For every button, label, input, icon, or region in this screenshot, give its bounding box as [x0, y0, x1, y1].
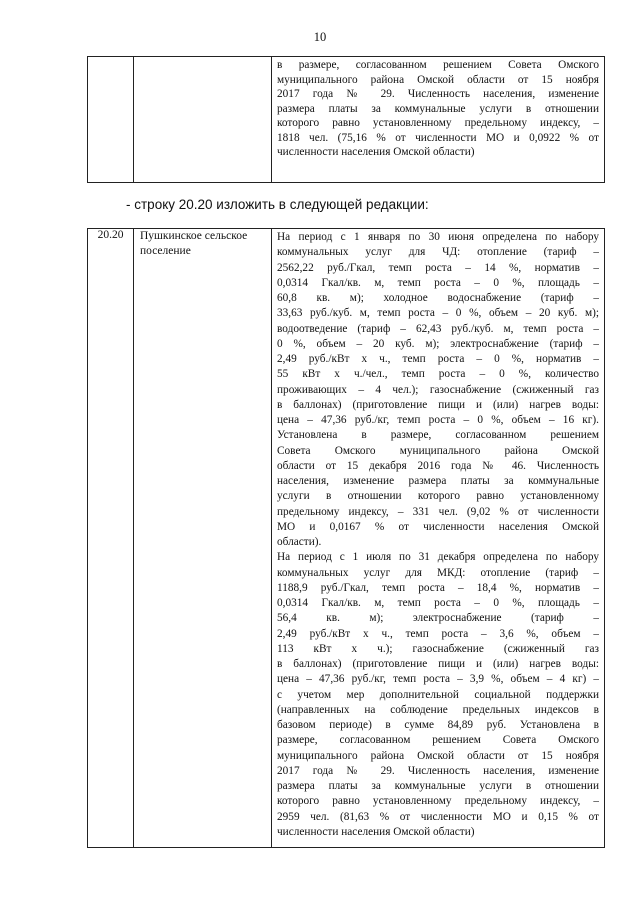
table-row-20-20 — [87, 228, 605, 848]
settlement-name: Пушкинское сельское поселение — [140, 230, 248, 257]
text-line: МО и 0,0167 % от численности населения Омской — [277, 520, 599, 533]
text-line: На период с 1 января по 30 июня определена по набору — [277, 231, 599, 243]
text-line: с учетом мер дополнительной социальной поддержки — [277, 688, 599, 701]
description-cell — [272, 229, 605, 848]
text-line: области). — [277, 536, 322, 548]
text-line: Совета Омского муниципального района Омской — [277, 444, 599, 457]
settlement-cell — [134, 57, 272, 183]
text-line: размере, согласованном решением Совета Омского — [277, 734, 599, 747]
text-line: численности населения Омской области) — [277, 825, 475, 838]
text-line: области от 15 декабря 2016 года № 46. Численность — [277, 459, 599, 472]
text-line: 113 кВт х ч.); газоснабжение (сжиженный газ — [277, 642, 599, 655]
text-line: 2017 года № 29. Численность населения, изменение — [277, 88, 599, 100]
text-line: цена – 47,36 руб./кг, темп роста – 0 %, объем – 16 кг). — [277, 414, 599, 426]
text-line: размера платы за коммунальные услуги в отношении — [277, 102, 599, 115]
row-number-cell — [88, 57, 134, 183]
text-line: размера платы за коммунальные услуги в отношении — [277, 780, 599, 792]
text-line: муниципального района Омской области от 15 ноября — [277, 749, 599, 762]
text-line: 33,63 руб./куб. м, темп роста – 0 %, объем – 20 куб. м); — [277, 307, 599, 320]
text-line: предельному индексу, – 331 чел. (9,02 % от численности — [277, 505, 599, 518]
text-line: услуги в отношении которого равно установленному — [277, 490, 599, 503]
text-line: (направленных на соблюдение предельных индексов в — [277, 703, 599, 716]
text-line: 1818 чел. (75,16 % от численности МО и 0,0922 % от — [277, 131, 599, 144]
text-line: коммунальных услуг для ЧД: отопление (тариф – — [277, 246, 599, 259]
text-line: 2017 года № 29. Численность населения, изменение — [277, 764, 599, 777]
text-line: 2562,22 руб./Гкал, темп роста – 14 %, норматив – — [277, 261, 599, 274]
text-line: 56,4 кв. м); электроснабжение (тариф – — [277, 612, 599, 625]
text-line: 60,8 кв. м); холодное водоснабжение (тариф – — [277, 292, 599, 304]
text-line: которого равно установленному предельному индексу, – — [277, 117, 599, 129]
text-line: На период с 1 июля по 31 декабря определена по набору — [277, 551, 599, 564]
row-number: 20.20 — [97, 229, 124, 241]
text-line: 2959 чел. (81,63 % от численности МО и 0,15 % от — [277, 810, 599, 823]
text-line: 0,0314 Гкал/кв. м, темп роста – 0 %, площадь – — [277, 597, 599, 609]
text-line: коммунальных услуг для МКД: отопление (тариф – — [277, 566, 599, 579]
amendment-heading: - строку 20.20 изложить в следующей редакции: — [126, 197, 429, 212]
page-number: 10 — [313, 30, 327, 44]
description-text — [272, 57, 604, 160]
text-line: муниципального района Омской области от 15 ноября — [277, 73, 599, 86]
text-line: Установлена в размере, согласованном решением — [277, 429, 599, 442]
text-line: населения, изменение размера платы за коммунальные — [277, 475, 599, 487]
text-line: в баллонах) (приготовление пищи и (или) нагрев воды: — [277, 658, 599, 670]
text-line: в размере, согласованном решением Совета Омского — [277, 59, 599, 71]
description-cell — [272, 57, 605, 183]
text-line: 0,0314 Гкал/кв. м, темп роста – 0 %, площадь – — [277, 276, 599, 289]
settlement-cell — [134, 229, 272, 848]
text-line: численности населения Омской области) — [277, 146, 475, 158]
text-line: в баллонах) (приготовление пищи и (или) нагрев воды: — [277, 398, 599, 411]
text-line: 2,49 руб./кВт х ч., темп роста – 3,6 %, объем – — [277, 627, 599, 640]
text-line: 55 кВт х ч./чел., темп роста – 0 %, количество — [277, 368, 599, 381]
text-line: цена – 47,36 руб./кг, темп роста – 3,9 %, объем – 4 кг) – — [277, 673, 599, 686]
text-line: 2,49 руб./кВт х ч., темп роста – 0 %, норматив – — [277, 353, 599, 365]
text-line: проживающих – 4 чел.); газоснабжение (сжиженный газ — [277, 383, 599, 396]
description-text — [272, 229, 604, 840]
text-line: которого равно установленному предельному индексу, – — [277, 795, 599, 808]
text-line: 0 %, объем – 20 куб. м); электроснабжение (тариф – — [277, 337, 599, 350]
row-number-cell — [88, 229, 134, 848]
text-line: 1188,9 руб./Гкал, темп роста – 18,4 %, норматив – — [277, 581, 599, 594]
continued-table-row — [87, 56, 605, 183]
text-line: водоотведение (тариф – 62,43 руб./куб. м, темп роста – — [277, 322, 599, 335]
text-line: базовом периоде) в сумме 84,89 руб. Установлена в — [277, 719, 599, 731]
